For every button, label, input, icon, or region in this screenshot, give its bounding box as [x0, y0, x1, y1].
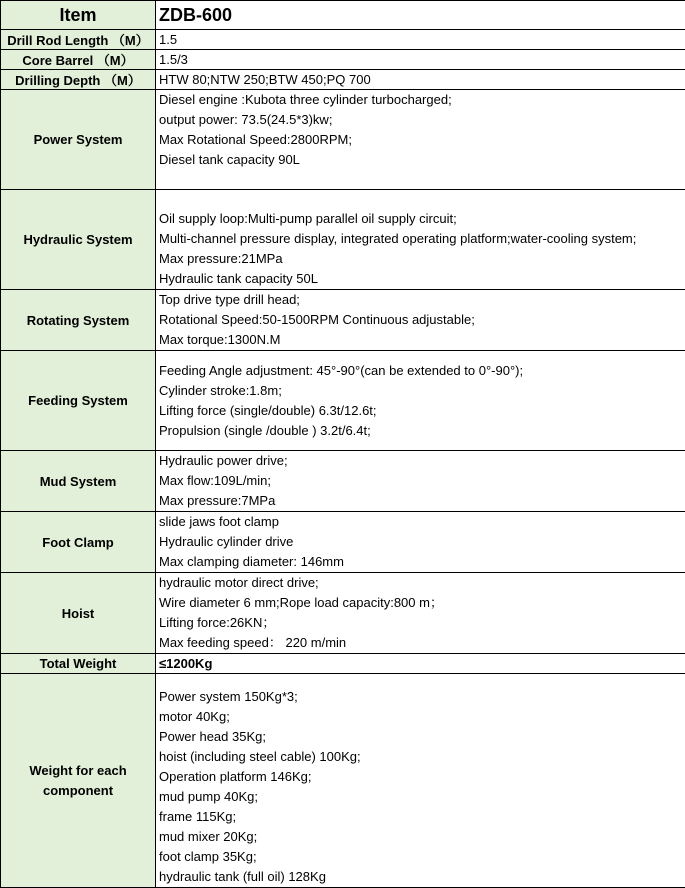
total-weight-value: ≤1200Kg	[156, 654, 685, 674]
row-feeding-system	[1, 351, 685, 451]
drill-rod-value: 1.5	[156, 30, 685, 50]
feeding-line: Lifting force (single/double) 6.3t/12.6t;	[159, 401, 685, 421]
feeding-system-label: Feeding System	[1, 351, 156, 451]
hydraulic-system-label: Hydraulic System	[1, 190, 156, 290]
power-line: Max Rotational Speed:2800RPM;	[159, 130, 685, 150]
mud-system-value	[156, 451, 685, 512]
row-mud-system	[1, 451, 685, 512]
row-hydraulic-system	[1, 190, 685, 290]
mud-line: Max flow:109L/min;	[159, 471, 685, 491]
row-component-weights	[1, 674, 685, 888]
header-item-label: Item	[1, 1, 156, 30]
foot-clamp-line: slide jaws foot clamp	[159, 512, 685, 532]
hydraulic-line: Hydraulic tank capacity 50L	[159, 269, 685, 289]
rotating-system-value	[156, 290, 685, 351]
power-system-label: Power System	[1, 90, 156, 190]
feeding-system-value	[156, 351, 685, 451]
header-row	[1, 1, 685, 30]
row-hoist	[1, 573, 685, 654]
rotating-line: Max torque:1300N.M	[159, 330, 685, 350]
row-foot-clamp	[1, 512, 685, 573]
weight-line: mud pump 40Kg;	[159, 787, 685, 807]
power-line: Diesel tank capacity 90L	[159, 150, 685, 170]
rotating-line: Top drive type drill head;	[159, 290, 685, 310]
hoist-line: Max feeding speed： 220 m/min	[159, 633, 685, 653]
foot-clamp-line: Max clamping diameter: 146mm	[159, 552, 685, 572]
feeding-line: Cylinder stroke:1.8m;	[159, 381, 685, 401]
hydraulic-system-value	[156, 190, 685, 290]
power-system-value	[156, 90, 685, 190]
hoist-line: Wire diameter 6 mm;Rope load capacity:800 m；	[159, 593, 685, 613]
core-barrel-value: 1.5/3	[156, 50, 685, 70]
hydraulic-line: Max pressure:21MPa	[159, 249, 685, 269]
feeding-line: Propulsion (single /double ) 3.2t/6.4t;	[159, 421, 685, 441]
row-rotating-system	[1, 290, 685, 351]
weight-line: foot clamp 35Kg;	[159, 847, 685, 867]
component-weights-label	[1, 674, 156, 888]
drilling-depth-label: Drilling Depth （M）	[1, 70, 156, 90]
hydraulic-line: Oil supply loop:Multi-pump parallel oil supply circuit;	[159, 209, 685, 229]
mud-system-label: Mud System	[1, 451, 156, 512]
mud-line: Max pressure:7MPa	[159, 491, 685, 511]
hoist-line: hydraulic motor direct drive;	[159, 573, 685, 593]
hydraulic-line: Multi-channel pressure display, integrated operating platform;water-cooling system;	[159, 229, 685, 249]
row-drilling-depth	[1, 70, 685, 90]
rotating-system-label: Rotating System	[1, 290, 156, 351]
row-drill-rod	[1, 30, 685, 50]
component-weights-label-line: Weight for each	[1, 761, 155, 781]
drilling-depth-value: HTW 80;NTW 250;BTW 450;PQ 700	[156, 70, 685, 90]
rotating-line: Rotational Speed:50-1500RPM Continuous adjustable;	[159, 310, 685, 330]
weight-line: motor 40Kg;	[159, 707, 685, 727]
weight-line: mud mixer 20Kg;	[159, 827, 685, 847]
weight-line: hoist (including steel cable) 100Kg;	[159, 747, 685, 767]
foot-clamp-value	[156, 512, 685, 573]
weight-line: Power system 150Kg*3;	[159, 687, 685, 707]
feeding-line: Feeding Angle adjustment: 45°-90°(can be extended to 0°-90°);	[159, 361, 685, 381]
hoist-line: Lifting force:26KN；	[159, 613, 685, 633]
hoist-label: Hoist	[1, 573, 156, 654]
weight-line: frame 115Kg;	[159, 807, 685, 827]
component-weights-label-line: component	[1, 781, 155, 801]
power-line: output power: 73.5(24.5*3)kw;	[159, 110, 685, 130]
total-weight-label: Total Weight	[1, 654, 156, 674]
weight-line: Power head 35Kg;	[159, 727, 685, 747]
row-total-weight	[1, 654, 685, 674]
row-power-system	[1, 90, 685, 190]
hoist-value	[156, 573, 685, 654]
weight-line: Operation platform 146Kg;	[159, 767, 685, 787]
component-weights-value	[156, 674, 685, 888]
header-model: ZDB-600	[156, 1, 685, 30]
drill-rod-label: Drill Rod Length （M）	[1, 30, 156, 50]
mud-line: Hydraulic power drive;	[159, 451, 685, 471]
power-line: Diesel engine :Kubota three cylinder turbocharged;	[159, 90, 685, 110]
foot-clamp-label: Foot Clamp	[1, 512, 156, 573]
row-core-barrel	[1, 50, 685, 70]
foot-clamp-line: Hydraulic cylinder drive	[159, 532, 685, 552]
weight-line: hydraulic tank (full oil) 128Kg	[159, 867, 685, 887]
core-barrel-label: Core Barrel （M）	[1, 50, 156, 70]
